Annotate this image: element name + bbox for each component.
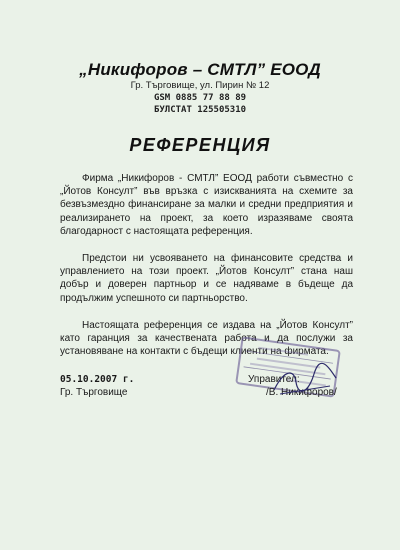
paragraph-2: Предстои ни усвояването на финансовите средства и управлението на този проект. „Йотов Консулт” стана наш добър и доверен партньор и се надяваме в бъдеще да продължим успешното си партньорство. <box>60 253 353 304</box>
paragraph-3: Настоящата референция се издава на „Йотов Консулт” като гаранция за качествената работа и да послужи за установяване на контакти с бъдещи клиенти на фирмата. <box>60 319 353 358</box>
issue-place: Гр. Търговище <box>60 387 128 398</box>
company-bulstat: БУЛСТАТ 125505310 <box>153 105 247 115</box>
company-phone: GSM 0885 77 88 89 <box>153 93 247 103</box>
issue-date: 05.10.2007 г. <box>60 374 135 385</box>
manager-name: /В. Никифоров/ <box>266 387 337 398</box>
manager-label: Управител: <box>248 374 300 385</box>
company-name: „Никифоров – СМТЛ” ЕООД <box>79 60 321 79</box>
handwritten-signature <box>270 360 340 400</box>
document-body <box>60 172 353 372</box>
letterhead <box>0 60 400 116</box>
company-address: Гр. Търговище, ул. Пирин № 12 <box>130 80 270 91</box>
paragraph-1: Фирма „Никифоров - СМТЛ” ЕООД работи съвместно с „Йотов Консулт” във връзка с изискванията на схемите за безвъзмездно финансиране за малки и средни предприятия и реализирането на проект, за което изразяваме своята благодарност с настоящата референция. <box>60 173 353 237</box>
date-block <box>60 373 134 399</box>
document-title: РЕФЕРЕНЦИЯ <box>129 135 271 155</box>
